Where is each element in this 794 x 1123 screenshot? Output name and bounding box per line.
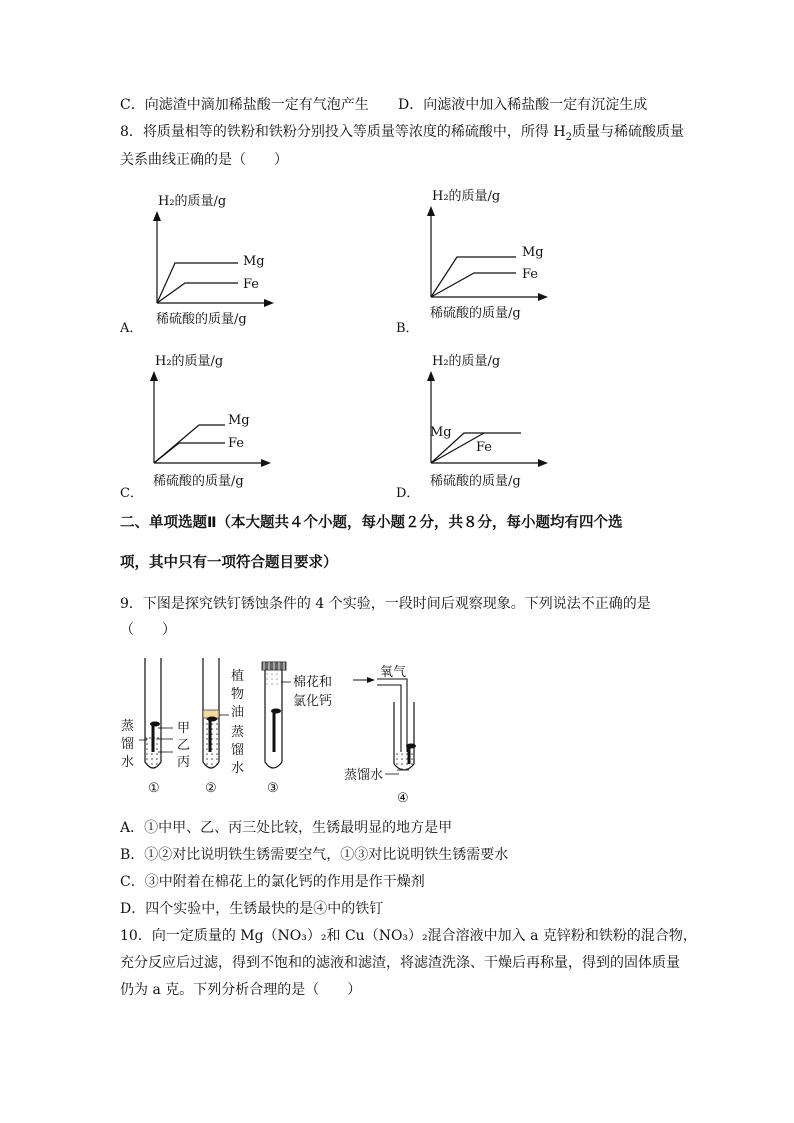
graph-xlabel: 稀硫酸的质量/g (156, 312, 247, 327)
label-fe: Fe (522, 267, 539, 282)
label-mg: Mg (430, 425, 452, 440)
q8-graph-d (394, 345, 564, 499)
label-mg: Mg (243, 254, 265, 269)
graph-ylabel: H₂的质量/g (432, 354, 501, 369)
label-n2: ② (205, 781, 217, 796)
label-fe: Fe (243, 277, 260, 292)
q7-option-d: D．向滤液中加入稀盐酸一定有沉淀生成 (398, 97, 648, 113)
label-cotton1: 棉花和 (293, 675, 333, 690)
label-oil-b: 物 (231, 687, 245, 702)
label-bing: 丙 (177, 755, 191, 770)
q8-stem-line2: 关系曲线正确的是（ ） (120, 152, 288, 168)
label-mg: Mg (522, 245, 544, 260)
graph-xlabel: 稀硫酸的质量/g (153, 474, 244, 489)
q9-experiment-figure (115, 652, 425, 816)
tube-2 (203, 658, 229, 768)
label-oxygen: 氧气 (380, 665, 407, 680)
section2-heading-line2: 项，其中只有一项符合题目要求） (120, 555, 338, 571)
tube-1 (139, 658, 173, 768)
q9-option-d: D．四个实验中，生锈最快的是④中的铁钉 (120, 901, 384, 917)
label-water1-b: 馏 (121, 737, 135, 752)
label-n3: ③ (267, 781, 279, 796)
label-water2-c: 水 (231, 761, 245, 776)
graph-xlabel: 稀硫酸的质量/g (430, 474, 521, 489)
label-n4: ④ (397, 791, 409, 806)
label-mg: Mg (228, 413, 250, 428)
q8-graph-a (120, 185, 290, 339)
graph-ylabel: H₂的质量/g (155, 354, 224, 369)
q10-stem-line3: 仍为 a 克。下列分析合理的是（ ） (120, 982, 362, 998)
curve-fe (157, 283, 238, 303)
label-water2-b: 馏 (231, 743, 245, 758)
label-water1-a: 蒸 (121, 719, 135, 734)
label-water4: 蒸馏水 (344, 768, 384, 783)
q8-option-a-label: A． (120, 321, 143, 336)
label-fe: Fe (228, 436, 245, 451)
curve-fe (154, 443, 225, 463)
q7-option-c: C．向滤渣中滴加稀盐酸一定有气泡产生 (120, 97, 369, 113)
q10-stem-line2: 充分反应后过滤，得到不饱和的滤液和滤渣，将滤渣洗涤、干燥后再称量，得到的固体质量 (120, 955, 680, 971)
label-jia: 甲 (177, 721, 191, 736)
label-oil-a: 植 (231, 669, 245, 684)
q8-graph-c (117, 345, 287, 499)
q9-option-c: C．③中附着在棉花上的氯化钙的作用是作干燥剂 (120, 874, 425, 890)
label-water2-a: 蒸 (231, 725, 245, 740)
q10-stem-line1: 10．向一定质量的 Mg（NO₃）₂和 Cu（NO₃）₂混合溶液中加入 a 克锌粉和铁粉的混合物， (120, 928, 697, 944)
graph-ylabel: H₂的质量/g (432, 189, 501, 204)
label-n1: ① (148, 781, 160, 796)
tube-4 (353, 665, 416, 770)
label-water1-c: 水 (121, 755, 135, 770)
section2-heading-line1: 二、单项选题Ⅱ（本大题共４个小题，每小题２分，共８分，每小题均有四个选 (120, 515, 623, 531)
label-fe: Fe (476, 440, 493, 455)
q8-option-d-label: D． (396, 486, 420, 501)
q8-graph-b (394, 180, 564, 334)
label-cotton2: 氯化钙 (293, 694, 333, 709)
q8-option-b-label: B． (396, 321, 419, 336)
q8-stem-line1: 8．将质量相等的铁粉和铁粉分别投入等质量等浓度的稀硫酸中，所得 $H_2$质量与稀硫酸质量 (120, 124, 684, 143)
curve-mg (154, 425, 225, 463)
graph-xlabel: 稀硫酸的质量/g (430, 306, 521, 321)
label-oil-c: 油 (231, 705, 245, 720)
q9-option-b: B．①②对比说明铁生锈需要空气，①③对比说明铁生锈需要水 (120, 847, 509, 863)
q9-option-a: A．①中甲、乙、丙三处比较，生锈最明显的地方是甲 (120, 820, 453, 836)
label-yi: 乙 (177, 738, 191, 753)
q9-stem: 9．下图是探究铁钉锈蚀条件的 4 个实验，一段时间后观察现象。下列说法不正确的是 (120, 596, 651, 612)
tube-3 (262, 662, 291, 768)
graph-ylabel: H₂的质量/g (158, 194, 227, 209)
curve-mg (431, 257, 516, 297)
q9-paren: （ ） (120, 622, 176, 638)
q8-option-c-label: C． (120, 486, 143, 501)
